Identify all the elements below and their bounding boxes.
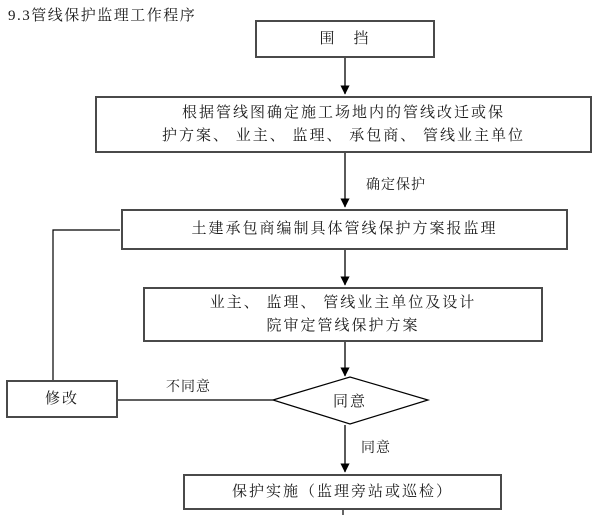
node-decision-label: 同意 [332, 394, 367, 410]
node-determine-protection [95, 96, 592, 153]
node-determine-line1: 根据管线图确定施工场地内的管线改迁或保 [181, 104, 505, 121]
node-implement-protection [183, 474, 502, 510]
node-modify-label: 修改 [44, 390, 79, 407]
node-contractor-plan [121, 209, 568, 250]
node-contractor-plan-label: 土建承包商编制具体管线保护方案报监理 [191, 221, 498, 237]
edge-label-agree: 同意 [361, 441, 391, 456]
line-modify-loop-to-contractor [53, 230, 120, 380]
node-enclosure [255, 20, 435, 58]
edge-label-disagree: 不同意 [166, 380, 211, 395]
node-review-plan [143, 287, 543, 342]
node-review-line2: 院审定管线保护方案 [266, 317, 420, 334]
node-review-line1: 业主、 监理、 管线业主单位及设计 [209, 294, 477, 311]
node-enclosure-label: 围 挡 [319, 30, 371, 47]
section-title: 9.3管线保护监理工作程序 [8, 8, 197, 24]
node-implement-label: 保护实施（监理旁站或巡检） [231, 483, 453, 500]
edge-label-confirm-protection: 确定保护 [366, 178, 426, 193]
node-modify [6, 380, 118, 418]
node-determine-line2: 护方案、 业主、 监理、 承包商、 管线业主单位 [161, 127, 525, 144]
